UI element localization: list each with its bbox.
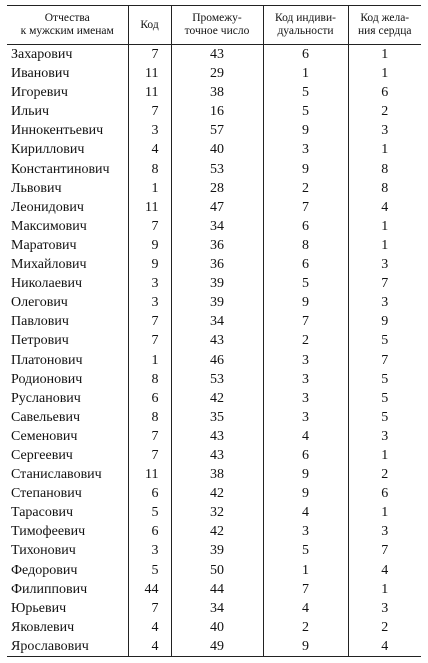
table-row <box>7 45 421 65</box>
intermediate-number-cell: 46 <box>171 351 263 370</box>
heart-desire-code-cell: 5 <box>348 389 421 408</box>
patronymic-cell: Филиппович <box>11 581 88 597</box>
patronymic-cell: Федорович <box>11 562 78 578</box>
intermediate-number-cell: 53 <box>171 160 263 179</box>
code-cell: 5 <box>128 561 171 580</box>
patronymic-cell: Захарович <box>11 47 73 62</box>
table-row <box>7 312 421 331</box>
heart-desire-code-cell: 4 <box>348 637 421 657</box>
table-row <box>7 427 421 446</box>
heart-desire-code-cell: 1 <box>348 503 421 522</box>
intermediate-number-cell: 43 <box>171 446 263 465</box>
table-row <box>7 121 421 140</box>
heart-desire-code-cell: 4 <box>348 561 421 580</box>
code-cell: 6 <box>128 389 171 408</box>
heart-desire-code-cell: 3 <box>348 121 421 140</box>
individuality-code-cell: 3 <box>263 389 348 408</box>
table-header <box>7 6 421 45</box>
individuality-code-cell: 3 <box>263 522 348 541</box>
table-row <box>7 561 421 580</box>
individuality-code-cell: 7 <box>263 312 348 331</box>
individuality-code-cell: 3 <box>263 408 348 427</box>
patronymic-cell: Константинович <box>11 161 110 177</box>
patronymic-cell: Савельевич <box>11 409 81 425</box>
individuality-code-cell: 6 <box>263 446 348 465</box>
table-row <box>7 64 421 83</box>
patronymic-cell: Родионович <box>11 371 83 387</box>
header-patronymic: Отчества к мужским именам <box>7 6 128 45</box>
heart-desire-code-cell: 2 <box>348 618 421 637</box>
intermediate-number-cell: 16 <box>171 102 263 121</box>
table-row <box>7 618 421 637</box>
heart-desire-code-cell: 3 <box>348 599 421 618</box>
heart-desire-code-cell: 7 <box>348 541 421 560</box>
table-row <box>7 408 421 427</box>
table-row <box>7 484 421 503</box>
table-row <box>7 370 421 389</box>
intermediate-number-cell: 29 <box>171 64 263 83</box>
patronymic-cell: Иванович <box>11 66 70 82</box>
header-row <box>7 6 421 45</box>
individuality-code-cell: 5 <box>263 102 348 121</box>
intermediate-number-cell: 38 <box>171 83 263 102</box>
patronymic-cell: Михайлович <box>11 257 87 273</box>
table-row <box>7 293 421 312</box>
heart-desire-code-cell: 1 <box>348 580 421 599</box>
individuality-code-cell: 2 <box>263 179 348 198</box>
code-cell: 6 <box>128 484 171 503</box>
header-heart-desire-code: Код жела- ния сердца <box>348 6 421 45</box>
table-row <box>7 522 421 541</box>
patronymic-cell: Кириллович <box>11 142 85 158</box>
patronymic-cell: Тарасович <box>11 505 73 521</box>
individuality-code-cell: 9 <box>263 293 348 312</box>
patronymic-cell: Тихонович <box>11 543 76 559</box>
table-row <box>7 160 421 179</box>
patronymic-code-table <box>7 5 421 657</box>
individuality-code-cell: 9 <box>263 160 348 179</box>
intermediate-number-cell: 34 <box>171 217 263 236</box>
individuality-code-cell: 6 <box>263 217 348 236</box>
heart-desire-code-cell: 2 <box>348 465 421 484</box>
heart-desire-code-cell: 6 <box>348 83 421 102</box>
heart-desire-code-cell: 1 <box>348 217 421 236</box>
header-individuality-code: Код индиви- дуальности <box>263 6 348 45</box>
code-cell: 7 <box>128 331 171 350</box>
patronymic-cell: Яковлевич <box>11 619 75 635</box>
code-cell: 6 <box>128 522 171 541</box>
intermediate-number-cell: 36 <box>171 236 263 255</box>
intermediate-number-cell: 40 <box>171 140 263 159</box>
patronymic-cell: Львович <box>11 180 62 196</box>
patronymic-cell: Олегович <box>11 295 68 311</box>
code-cell: 7 <box>128 312 171 331</box>
intermediate-number-cell: 40 <box>171 618 263 637</box>
code-cell: 9 <box>128 236 171 255</box>
individuality-code-cell: 1 <box>263 561 348 580</box>
patronymic-cell: Тимофеевич <box>11 524 86 540</box>
intermediate-number-cell: 49 <box>171 637 263 657</box>
heart-desire-code-cell: 3 <box>348 427 421 446</box>
patronymic-cell: Ярославович <box>7 637 128 657</box>
heart-desire-code-cell: 5 <box>348 331 421 350</box>
heart-desire-code-cell: 8 <box>348 160 421 179</box>
intermediate-number-cell: 28 <box>171 179 263 198</box>
code-cell: 8 <box>128 370 171 389</box>
table-row <box>7 331 421 350</box>
intermediate-number-cell: 34 <box>171 599 263 618</box>
patronymic-cell: Максимович <box>11 218 87 234</box>
heart-desire-code-cell: 3 <box>348 522 421 541</box>
table-row <box>7 236 421 255</box>
heart-desire-code-cell: 1 <box>348 140 421 159</box>
heart-desire-code-cell: 1 <box>348 446 421 465</box>
individuality-code-cell: 9 <box>263 484 348 503</box>
individuality-code-cell: 7 <box>263 580 348 599</box>
individuality-code-cell: 6 <box>263 255 348 274</box>
code-cell: 11 <box>128 83 171 102</box>
code-cell: 8 <box>128 160 171 179</box>
patronymic-cell: Петрович <box>11 333 69 349</box>
code-cell: 11 <box>128 64 171 83</box>
patronymic-cell: Юрьевич <box>11 600 67 616</box>
code-cell: 7 <box>128 102 171 121</box>
code-cell: 3 <box>128 121 171 140</box>
patronymic-cell: Иннокентьевич <box>11 123 104 139</box>
individuality-code-cell: 6 <box>263 45 348 65</box>
code-cell: 11 <box>128 465 171 484</box>
table-row <box>7 580 421 599</box>
individuality-code-cell: 2 <box>263 331 348 350</box>
intermediate-number-cell: 42 <box>171 484 263 503</box>
patronymic-cell: Павлович <box>11 314 69 330</box>
table-row <box>7 255 421 274</box>
code-cell: 5 <box>128 503 171 522</box>
heart-desire-code-cell: 8 <box>348 179 421 198</box>
heart-desire-code-cell: 3 <box>348 255 421 274</box>
code-cell: 7 <box>128 217 171 236</box>
table-body <box>7 45 421 657</box>
patronymic-cell: Русланович <box>11 390 81 406</box>
intermediate-number-cell: 50 <box>171 561 263 580</box>
intermediate-number-cell: 47 <box>171 198 263 217</box>
patronymic-cell: Сергеевич <box>11 447 73 463</box>
code-cell: 1 <box>128 351 171 370</box>
individuality-code-cell: 5 <box>263 83 348 102</box>
intermediate-number-cell: 44 <box>171 580 263 599</box>
code-cell: 7 <box>128 45 171 65</box>
intermediate-number-cell: 32 <box>171 503 263 522</box>
table-row <box>7 102 421 121</box>
individuality-code-cell: 5 <box>263 541 348 560</box>
code-cell: 11 <box>128 198 171 217</box>
intermediate-number-cell: 39 <box>171 293 263 312</box>
code-cell: 1 <box>128 179 171 198</box>
patronymic-cell: Маратович <box>11 237 77 253</box>
intermediate-number-cell: 38 <box>171 465 263 484</box>
code-cell: 9 <box>128 255 171 274</box>
heart-desire-code-cell: 1 <box>348 45 421 65</box>
individuality-code-cell: 1 <box>263 64 348 83</box>
heart-desire-code-cell: 5 <box>348 370 421 389</box>
table-row <box>7 351 421 370</box>
table-row <box>7 637 421 657</box>
individuality-code-cell: 4 <box>263 427 348 446</box>
intermediate-number-cell: 36 <box>171 255 263 274</box>
intermediate-number-cell: 43 <box>171 45 263 65</box>
table-row <box>7 503 421 522</box>
table-row <box>7 465 421 484</box>
heart-desire-code-cell: 1 <box>348 236 421 255</box>
table-row <box>7 389 421 408</box>
table-row <box>7 217 421 236</box>
individuality-code-cell: 3 <box>263 370 348 389</box>
intermediate-number-cell: 57 <box>171 121 263 140</box>
code-cell: 4 <box>128 140 171 159</box>
table-row <box>7 179 421 198</box>
code-cell: 44 <box>128 580 171 599</box>
intermediate-number-cell: 53 <box>171 370 263 389</box>
individuality-code-cell: 5 <box>263 274 348 293</box>
table-row <box>7 541 421 560</box>
table-row <box>7 198 421 217</box>
intermediate-number-cell: 35 <box>171 408 263 427</box>
individuality-code-cell: 7 <box>263 198 348 217</box>
patronymic-cell: Станиславович <box>11 467 102 483</box>
heart-desire-code-cell: 6 <box>348 484 421 503</box>
intermediate-number-cell: 43 <box>171 331 263 350</box>
table-row <box>7 83 421 102</box>
page <box>7 5 421 657</box>
table-row <box>7 140 421 159</box>
patronymic-cell: Платонович <box>11 352 83 368</box>
heart-desire-code-cell: 2 <box>348 102 421 121</box>
intermediate-number-cell: 42 <box>171 389 263 408</box>
code-cell: 7 <box>128 446 171 465</box>
heart-desire-code-cell: 7 <box>348 274 421 293</box>
code-cell: 4 <box>128 618 171 637</box>
heart-desire-code-cell: 3 <box>348 293 421 312</box>
individuality-code-cell: 4 <box>263 503 348 522</box>
intermediate-number-cell: 42 <box>171 522 263 541</box>
patronymic-cell: Ильич <box>11 104 50 120</box>
patronymic-cell: Степанович <box>11 486 82 502</box>
header-intermediate-number: Промежу- точное число <box>171 6 263 45</box>
intermediate-number-cell: 39 <box>171 274 263 293</box>
intermediate-number-cell: 34 <box>171 312 263 331</box>
heart-desire-code-cell: 4 <box>348 198 421 217</box>
individuality-code-cell: 3 <box>263 140 348 159</box>
individuality-code-cell: 8 <box>263 236 348 255</box>
code-cell: 4 <box>128 637 171 657</box>
code-cell: 8 <box>128 408 171 427</box>
code-cell: 3 <box>128 293 171 312</box>
code-cell: 3 <box>128 274 171 293</box>
individuality-code-cell: 9 <box>263 121 348 140</box>
heart-desire-code-cell: 9 <box>348 312 421 331</box>
table-row <box>7 446 421 465</box>
individuality-code-cell: 4 <box>263 599 348 618</box>
code-cell: 7 <box>128 427 171 446</box>
heart-desire-code-cell: 7 <box>348 351 421 370</box>
header-code: Код <box>128 6 171 45</box>
code-cell: 3 <box>128 541 171 560</box>
patronymic-cell: Игоревич <box>11 85 68 101</box>
intermediate-number-cell: 39 <box>171 541 263 560</box>
code-cell: 7 <box>128 599 171 618</box>
heart-desire-code-cell: 5 <box>348 408 421 427</box>
individuality-code-cell: 9 <box>263 465 348 484</box>
individuality-code-cell: 2 <box>263 618 348 637</box>
patronymic-cell: Леонидович <box>11 199 84 215</box>
table-row <box>7 274 421 293</box>
heart-desire-code-cell: 1 <box>348 64 421 83</box>
patronymic-cell: Семенович <box>11 428 78 444</box>
table-row <box>7 599 421 618</box>
patronymic-cell: Николаевич <box>11 276 83 292</box>
individuality-code-cell: 9 <box>263 637 348 657</box>
individuality-code-cell: 3 <box>263 351 348 370</box>
intermediate-number-cell: 43 <box>171 427 263 446</box>
